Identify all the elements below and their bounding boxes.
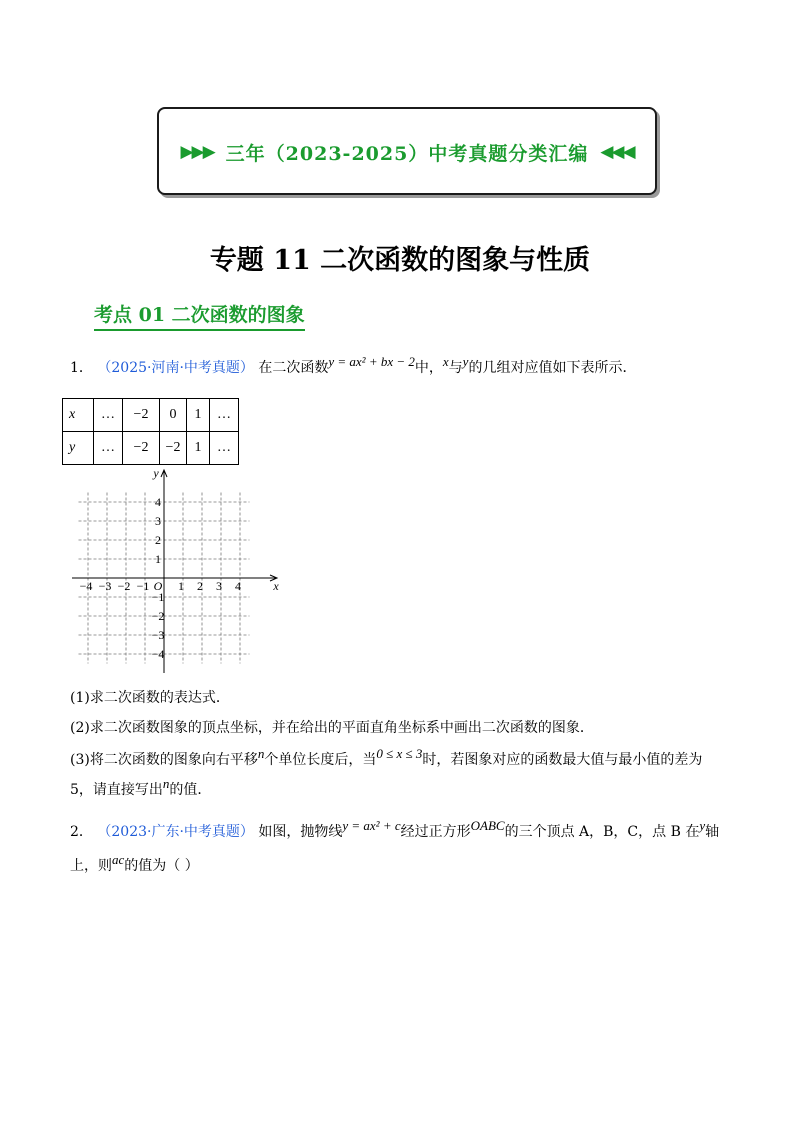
q1-part3-a: (3)将二次函数的图象向右平移 <box>70 752 258 768</box>
q2-source: （2023·广东·中考真题） <box>97 824 254 840</box>
table-row <box>63 432 239 465</box>
table-cell: x <box>63 399 94 432</box>
table-cell: −2 <box>123 399 160 432</box>
y-axis-label: y <box>153 466 159 480</box>
q1-number: 1． <box>70 360 93 376</box>
q1-part-1: (1)求二次函数的表达式． <box>70 690 230 706</box>
q1-part3-line2-n: n <box>162 776 170 791</box>
q1-var-x: x <box>442 354 449 369</box>
q1-text-c: 与 <box>448 360 463 376</box>
x-tick-label: 1 <box>178 579 184 593</box>
q2-shape: OABC <box>470 818 505 833</box>
banner-title: 三年（2023-2025）中考真题分类汇编 <box>225 142 589 165</box>
y-tick-label: −4 <box>151 647 165 661</box>
y-tick-label: 2 <box>155 533 161 547</box>
x-tick-label: 2 <box>197 579 203 593</box>
table-cell: … <box>94 432 123 465</box>
table-cell: −2 <box>123 432 160 465</box>
table-cell: 0 <box>160 399 187 432</box>
x-tick-label: −4 <box>79 579 93 593</box>
table-cell: 1 <box>187 432 210 465</box>
q2-line2-b: 的值为（ ） <box>124 858 199 874</box>
q1-part-2: (2)求二次函数图象的顶点坐标，并在给出的平面直角坐标系中画出二次函数的图象． <box>70 720 594 736</box>
x-axis-label: x <box>273 579 279 593</box>
x-tick-label: 4 <box>235 579 241 593</box>
y-tick-label: −2 <box>151 609 165 623</box>
table-cell: −2 <box>160 432 187 465</box>
section-heading: 考点 01 二次函数的图象 <box>94 300 305 331</box>
x-tick-label: −1 <box>136 579 150 593</box>
q2-var-y: y <box>699 818 706 833</box>
y-tick-label: 4 <box>155 495 161 509</box>
x-tick-label: −3 <box>98 579 112 593</box>
table-cell: … <box>210 399 239 432</box>
q1-part3-n: n <box>257 746 265 761</box>
x-tick-label: 3 <box>216 579 222 593</box>
q1-part-3-cont <box>70 776 212 800</box>
q2-stem-cont <box>70 852 199 876</box>
y-tick-label: −3 <box>151 628 165 642</box>
coordinate-grid <box>68 465 288 677</box>
right-arrows-icon: ◀◀◀ <box>600 142 634 162</box>
table-cell: … <box>94 399 123 432</box>
table-cell: 1 <box>187 399 210 432</box>
q2-number: 2． <box>70 824 93 840</box>
q2-stem <box>70 818 720 842</box>
q2-text-d: 轴 <box>705 824 720 840</box>
q2-line2-a: 上，则 <box>70 858 112 874</box>
y-tick-label: 3 <box>155 514 161 528</box>
q2-text-c: 的三个顶点 A，B，C，点 B 在 <box>504 824 700 840</box>
value-table <box>62 398 239 465</box>
table-cell: … <box>210 432 239 465</box>
banner-content <box>159 135 655 169</box>
table-row <box>63 399 239 432</box>
q1-var-y: y <box>462 354 469 369</box>
q1-stem <box>70 354 637 378</box>
q2-ac: ac <box>112 852 125 867</box>
left-arrows-icon: ▶▶▶ <box>180 142 214 162</box>
q1-formula: y = ax² + bx − 2 <box>328 354 415 369</box>
y-tick-label: 1 <box>155 552 161 566</box>
q1-part-3 <box>70 746 703 770</box>
q1-part3-cond: 0 ≤ x ≤ 3 <box>376 746 423 761</box>
q1-part3-c: 时，若图象对应的函数最大值与最小值的差为 <box>422 752 703 768</box>
q1-source: （2025·河南·中考真题） <box>97 360 254 376</box>
q1-text-a: 在二次函数 <box>258 360 329 376</box>
table-cell: y <box>63 432 94 465</box>
y-tick-label: −1 <box>151 590 165 604</box>
origin-label: O <box>153 579 163 593</box>
q2-text-b: 经过正方形 <box>400 824 471 840</box>
q1-text-d: 的几组对应值如下表所示． <box>468 360 637 376</box>
title-banner <box>157 107 657 195</box>
q1-part3-line2-a: 5，请直接写出 <box>70 782 163 798</box>
q2-text-a: 如图，抛物线 <box>258 824 343 840</box>
x-tick-label: −2 <box>117 579 131 593</box>
q1-part3-b: 个单位长度后，当 <box>264 752 377 768</box>
q2-formula: y = ax² + c <box>342 818 401 833</box>
q1-part3-line2-b: 的值． <box>169 782 212 798</box>
page-title: 专题 11 二次函数的图象与性质 <box>209 245 591 276</box>
q1-text-b: 中， <box>414 360 443 376</box>
